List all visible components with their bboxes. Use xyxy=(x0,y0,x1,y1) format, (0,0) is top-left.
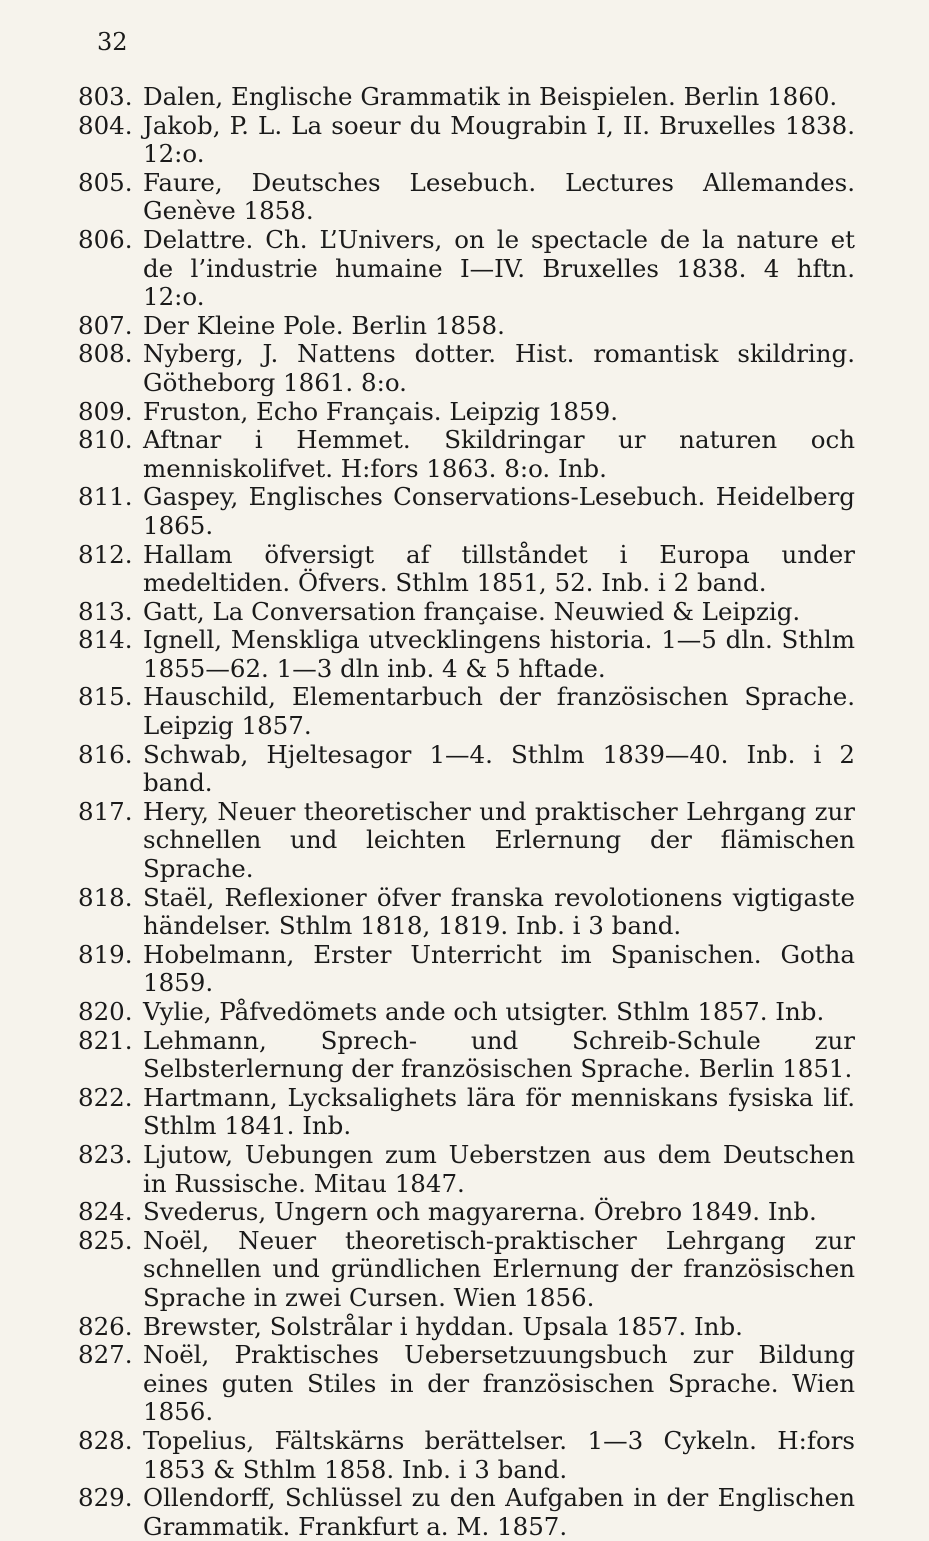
catalog-entry xyxy=(0,426,855,483)
entry-number: 820. xyxy=(78,997,133,1026)
catalog-entry xyxy=(0,169,855,226)
catalog-entry xyxy=(0,941,855,998)
entry-text: Hery, Neuer theoretischer und praktischer Lehrgang zur schnellen und leichten Erlernung der flämischen Sprache. xyxy=(143,796,855,884)
entry-number: 829. xyxy=(78,1483,133,1513)
entry-number: 818. xyxy=(78,882,133,912)
entry-text: Lehmann, Sprech- und Schreib-Schule zur Selbsterlernung der französischen Sprache. Berlin 1851. xyxy=(143,1025,855,1084)
entry-text: Fruston, Echo Français. Leipzig 1859. xyxy=(143,396,618,426)
entry-text: Topelius, Fältskärns berättelser. 1—3 Cykeln. H:fors 1853 & Sthlm 1858. Inb. i 3 band. xyxy=(143,1425,855,1484)
catalog-entry xyxy=(0,541,855,598)
entry-text: Brewster, Solstrålar i hyddan. Upsala 1857. Inb. xyxy=(143,1311,743,1341)
entry-number: 808. xyxy=(78,339,133,369)
entry-text: Staël, Reflexioner öfver franska revolotionens vigtigaste händelser. Sthlm 1818, 1819. Inb. i 3 band. xyxy=(143,882,855,941)
catalog-entry xyxy=(0,112,855,169)
catalog-entry xyxy=(0,1313,855,1342)
entry-number: 815. xyxy=(78,682,133,712)
entry-number: 823. xyxy=(78,1139,133,1169)
entry-number: 805. xyxy=(78,167,133,197)
catalog-entry xyxy=(0,312,855,341)
entry-number: 817. xyxy=(78,796,133,826)
entry-number: 825. xyxy=(78,1225,133,1255)
entry-number: 813. xyxy=(78,596,133,626)
entry-text: Gaspey, Englisches Conservations-Lesebuch. Heidelberg 1865. xyxy=(143,482,855,540)
catalog-entry xyxy=(0,1141,855,1198)
catalog-entry xyxy=(0,1427,855,1484)
entry-number: 803. xyxy=(78,82,133,111)
entry-number: 804. xyxy=(78,110,133,140)
entry-text: Aftnar i Hemmet. Skildringar ur naturen och menniskolifvet. H:fors 1863. 8:o. Inb. xyxy=(143,425,855,483)
entry-number: 828. xyxy=(78,1425,133,1455)
catalog-entry xyxy=(0,226,855,312)
catalog-entry xyxy=(0,626,855,683)
entry-text: Svederus, Ungern och magyarerna. Örebro 1849. Inb. xyxy=(143,1197,817,1227)
page-number: 32 xyxy=(97,28,128,56)
entry-text: Der Kleine Pole. Berlin 1858. xyxy=(143,310,505,340)
entry-text: Nyberg, J. Nattens dotter. Hist. romantisk skildring. Götheborg 1861. 8:o. xyxy=(143,339,855,397)
entry-text: Noël, Neuer theoretisch-praktischer Lehrgang zur schnellen und gründlichen Erlernung der französischen Sprache in zwei Cursen. Wien 1856. xyxy=(143,1225,855,1312)
entry-number: 822. xyxy=(78,1082,133,1112)
catalog-entry xyxy=(0,1227,855,1313)
entry-list xyxy=(0,83,929,1541)
entry-text: Gatt, La Conversation française. Neuwied & Leipzig. xyxy=(143,596,801,626)
entry-text: Ollendorff, Schlüssel zu den Aufgaben in der Englischen Grammatik. Frankfurt a. M. 1857. xyxy=(143,1483,855,1541)
entry-text: Hartmann, Lycksalighets lära för menniskans fysiska lif. Sthlm 1841. Inb. xyxy=(143,1082,855,1141)
entry-text: Noël, Praktisches Uebersetzuungsbuch zur Bildung eines guten Stiles in der französischen Sprache. Wien 1856. xyxy=(143,1340,855,1427)
catalog-entry xyxy=(0,1084,855,1141)
catalog-entry xyxy=(0,1484,855,1541)
catalog-entry xyxy=(0,683,855,740)
entry-text: Jakob, P. L. La soeur du Mougrabin I, II. Bruxelles 1838. 12:o. xyxy=(143,110,855,169)
entry-text: Schwab, Hjeltesagor 1—4. Sthlm 1839—40. Inb. i 2 band. xyxy=(143,739,855,798)
catalog-entry xyxy=(0,1198,855,1227)
catalog-entry xyxy=(0,598,855,627)
entry-text: Dalen, Englische Grammatik in Beispielen. Berlin 1860. xyxy=(143,82,838,111)
entry-number: 819. xyxy=(78,939,133,969)
entry-text: Delattre. Ch. L’Univers, on le spectacle de la nature et de l’industrie humaine I—IV. Bruxelles 1838. 4 hftn. 12:o. xyxy=(143,224,855,312)
catalog-entry xyxy=(0,998,855,1027)
entry-text: Faure, Deutsches Lesebuch. Lectures Allemandes. Genève 1858. xyxy=(143,167,855,226)
entry-number: 826. xyxy=(78,1311,133,1341)
entry-number: 811. xyxy=(78,482,133,512)
entry-number: 812. xyxy=(78,539,133,569)
catalog-entry xyxy=(0,798,855,884)
catalog-entry xyxy=(0,884,855,941)
entry-text: Ljutow, Uebungen zum Ueberstzen aus dem Deutschen in Russische. Mitau 1847. xyxy=(143,1139,855,1198)
entry-text: Hobelmann, Erster Unterricht im Spanischen. Gotha 1859. xyxy=(143,939,855,998)
catalog-entry xyxy=(0,741,855,798)
entry-number: 810. xyxy=(78,425,133,455)
entry-number: 824. xyxy=(78,1197,133,1227)
entry-number: 807. xyxy=(78,310,133,340)
entry-number: 827. xyxy=(78,1340,133,1370)
catalog-entry xyxy=(0,83,855,112)
entry-number: 809. xyxy=(78,396,133,426)
catalog-entry xyxy=(0,483,855,540)
entry-number: 814. xyxy=(78,625,133,655)
catalog-entry xyxy=(0,1027,855,1084)
catalog-entry xyxy=(0,340,855,397)
catalog-entry xyxy=(0,1341,855,1427)
entry-text: Ignell, Menskliga utvecklingens historia. 1—5 dln. Sthlm 1855—62. 1—3 dln inb. 4 & 5 hftade. xyxy=(143,625,855,683)
entry-number: 806. xyxy=(78,224,133,254)
entry-text: Hallam öfversigt af tillståndet i Europa under medeltiden. Öfvers. Sthlm 1851, 52. Inb. i 2 band. xyxy=(143,539,855,598)
entry-number: 816. xyxy=(78,739,133,769)
entry-text: Vylie, Påfvedömets ande och utsigter. Sthlm 1857. Inb. xyxy=(143,997,825,1026)
catalog-entry xyxy=(0,398,855,427)
entry-number: 821. xyxy=(78,1025,133,1055)
entry-text: Hauschild, Elementarbuch der französischen Sprache. Leipzig 1857. xyxy=(143,682,855,741)
